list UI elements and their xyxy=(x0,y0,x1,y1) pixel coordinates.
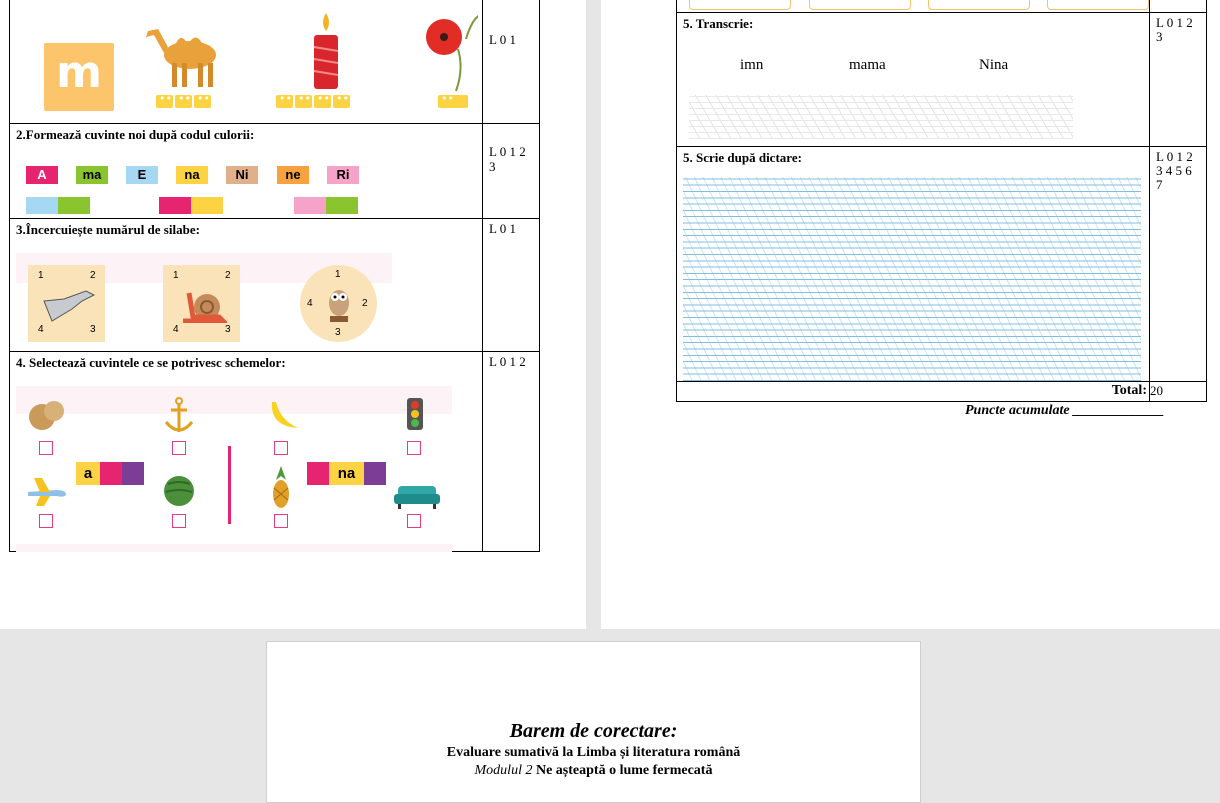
worksheet-table-left xyxy=(9,0,540,552)
scheme-a-purple xyxy=(122,462,144,485)
answer-key-module xyxy=(267,763,920,779)
scheme-a-label: a xyxy=(76,462,100,485)
task1-cell xyxy=(10,0,483,124)
score-transcribe: L 0 1 2 xyxy=(1156,15,1193,30)
code-bar-2-yellow xyxy=(191,197,223,214)
score-task4: L 0 1 2 xyxy=(489,354,526,369)
score-task1: L 0 1 xyxy=(489,32,516,47)
score-task3: L 0 1 xyxy=(489,221,516,236)
scheme-a-pink xyxy=(100,462,122,485)
task4-band xyxy=(16,386,452,414)
chip-Ri[interactable]: Ri xyxy=(327,166,359,184)
chip-na[interactable]: na xyxy=(176,166,208,184)
scheme-na-purple xyxy=(364,462,386,485)
total-value: 20 xyxy=(1150,382,1207,402)
syllable-scheme-camel xyxy=(156,95,211,108)
worksheet-page-left xyxy=(0,0,586,629)
dictation-writing-lines[interactable] xyxy=(683,177,1141,381)
answer-key-page xyxy=(266,641,921,803)
checkbox-pineapple[interactable] xyxy=(274,514,288,528)
code-bar-3-green xyxy=(326,197,358,214)
module-number: Modulul 2 xyxy=(474,763,533,778)
num-3[interactable]: 3 xyxy=(335,327,341,338)
heron-icon xyxy=(42,287,96,323)
letter-m: m xyxy=(56,47,102,98)
hazelnut-icon xyxy=(26,397,66,433)
candle-icon xyxy=(308,11,344,91)
task3-title: 3.Încercuiește numărul de silabe: xyxy=(16,222,200,237)
dictation-cell xyxy=(677,147,1150,382)
snail-card[interactable] xyxy=(163,265,240,342)
task4-band-bottom xyxy=(16,544,452,552)
checkbox-traffic-light[interactable] xyxy=(407,441,421,455)
module-name: Ne așteaptă o lume fermecată xyxy=(532,763,713,778)
num-3[interactable]: 3 xyxy=(90,324,96,335)
task2-title: 2.Formează cuvinte noi după codul culorii: xyxy=(16,127,255,142)
heron-card[interactable] xyxy=(28,265,105,342)
banana-icon xyxy=(266,398,302,434)
num-2[interactable]: 2 xyxy=(362,298,368,309)
chip-A[interactable]: A xyxy=(26,166,58,184)
poppy-icon xyxy=(422,9,478,91)
chip-Ni[interactable]: Ni xyxy=(226,166,258,184)
score-dictation-cont: 3 4 5 6 xyxy=(1156,163,1192,178)
code-bar-2-pink xyxy=(159,197,191,214)
transcribe-title: 5. Transcrie: xyxy=(683,16,754,31)
checkbox-watermelon[interactable] xyxy=(172,514,186,528)
syllable-scheme-poppy xyxy=(438,95,468,108)
word-imn: imn xyxy=(740,57,764,73)
code-bar-1-green xyxy=(58,197,90,214)
checkbox-sofa[interactable] xyxy=(407,514,421,528)
checkbox-airplane[interactable] xyxy=(39,514,53,528)
task4-cell xyxy=(10,352,483,552)
num-2[interactable]: 2 xyxy=(225,270,231,281)
num-3[interactable]: 3 xyxy=(225,324,231,335)
score-task2-cont: 3 xyxy=(489,159,496,174)
checkbox-anchor[interactable] xyxy=(172,441,186,455)
word-nina: Nina xyxy=(979,57,1009,73)
num-1[interactable]: 1 xyxy=(173,270,179,281)
chip-E[interactable]: E xyxy=(126,166,158,184)
num-1[interactable]: 1 xyxy=(38,270,44,281)
checkbox-hazelnut[interactable] xyxy=(39,441,53,455)
score-task2: L 0 1 2 xyxy=(489,144,526,159)
transcribe-cell xyxy=(677,13,1150,147)
anchor-icon xyxy=(162,396,196,436)
score-dictation: L 0 1 2 xyxy=(1156,149,1193,164)
owl-icon xyxy=(326,283,352,323)
num-1[interactable]: 1 xyxy=(335,269,341,280)
checkbox-banana[interactable] xyxy=(274,441,288,455)
num-4[interactable]: 4 xyxy=(173,324,179,335)
watermelon-icon xyxy=(162,474,196,508)
chip-ma[interactable]: ma xyxy=(76,166,108,184)
sofa-icon xyxy=(394,482,440,510)
owl-card[interactable] xyxy=(300,265,377,342)
chip-ne[interactable]: ne xyxy=(277,166,309,184)
dictation-title: 5. Scrie după dictare: xyxy=(683,150,802,165)
transcribe-writing-lines[interactable] xyxy=(689,95,1073,139)
scheme-divider xyxy=(228,446,231,524)
scheme-na-label: na xyxy=(329,462,364,485)
airplane-icon xyxy=(26,474,68,508)
code-bar-3-lightpink xyxy=(294,197,326,214)
score-transcribe-cont: 3 xyxy=(1156,29,1163,44)
num-4[interactable]: 4 xyxy=(38,324,44,335)
task2-cell xyxy=(10,124,483,219)
accumulated-points: Puncte acumulate _____________ xyxy=(965,403,1165,418)
pineapple-icon xyxy=(270,466,292,510)
score-dictation-cont2: 7 xyxy=(1156,177,1163,192)
word-mama: mama xyxy=(849,57,886,73)
scheme-na-pink xyxy=(307,462,329,485)
letter-card xyxy=(44,43,114,111)
snail-icon xyxy=(179,283,227,323)
syllable-scheme-candle xyxy=(276,95,350,108)
answer-key-subtitle: Evaluare sumativă la Limba și literatura română xyxy=(446,745,741,760)
code-bar-1-blue xyxy=(26,197,58,214)
task4-title: 4. Selectează cuvintele ce se potrivesc schemelor: xyxy=(16,355,286,370)
total-label: Total: xyxy=(677,382,1150,402)
task3-cell xyxy=(10,219,483,352)
traffic-light-icon xyxy=(403,396,427,436)
num-4[interactable]: 4 xyxy=(307,298,313,309)
num-2[interactable]: 2 xyxy=(90,270,96,281)
answer-key-title: Barem de corectare: xyxy=(509,720,678,742)
worksheet-table-right xyxy=(676,0,1207,402)
camel-icon xyxy=(144,21,230,91)
worksheet-page-right xyxy=(601,0,1220,629)
